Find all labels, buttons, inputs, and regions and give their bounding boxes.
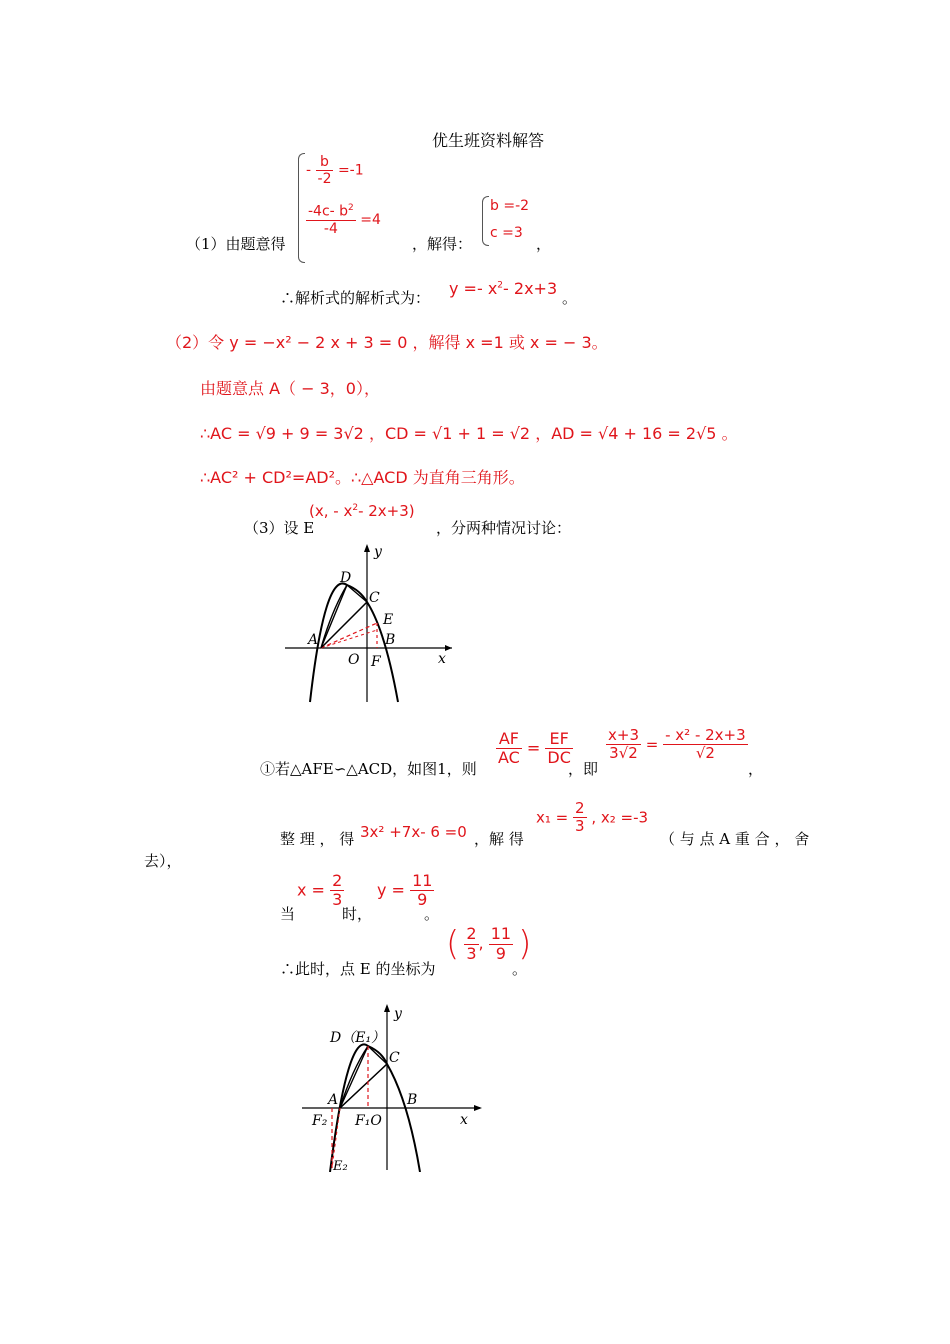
label-y: y: [394, 1006, 402, 1022]
solution-b: b =-2: [490, 198, 530, 214]
system-eq2: $\frac{-4c- b^2}{-4}$ =4: [308, 203, 381, 237]
conclusion-prefix: ∴解析式的解析式为：: [280, 289, 431, 307]
dang: 当: [280, 905, 296, 923]
point-e-coord: (x, - $x^2-$ 2x+3): [309, 502, 415, 520]
label-b: B: [385, 632, 396, 648]
period: 。: [562, 289, 578, 307]
part1-tail: ，: [536, 235, 552, 253]
x-axis-arrow: [474, 1105, 482, 1111]
figure-1: [280, 540, 460, 705]
ratio-x-equation: $\frac{x+3}{3√2}$ = $\frac{\text{- x² - 2x+3}}{√2}$: [608, 726, 746, 763]
label-c: C: [389, 1050, 400, 1066]
coincide-note: （ 与 点 A 重 合 ， 舍: [660, 830, 810, 848]
part2-line1: （2）令 y = −x² − 2 x + 3 = 0 ，解得 x =1 或 x = − 3。: [166, 333, 608, 352]
e-coordinate: ( $\frac{2}{3}$ , $\frac{11}{9}$ ): [446, 924, 532, 964]
label-e2: E₂: [333, 1159, 348, 1172]
simplify-prefix: 整 理 ， 得: [280, 830, 355, 848]
solve-text: ，解 得: [474, 830, 524, 848]
y-axis-arrow: [384, 1004, 390, 1012]
part3-suffix: ，分两种情况讨论：: [436, 519, 572, 537]
coord-prefix: ∴此时，点 E 的坐标为: [280, 960, 436, 978]
label-o: O: [348, 652, 360, 668]
x-axis-arrow: [445, 645, 452, 651]
label-f2: F₂: [312, 1113, 328, 1129]
part1-sep: ，解得：: [412, 235, 473, 253]
dot2: 。: [512, 960, 528, 978]
label-a: A: [308, 632, 319, 648]
ji: ，即: [568, 760, 599, 778]
label-y: y: [374, 544, 382, 560]
comma: ，: [748, 760, 764, 778]
label-c: C: [369, 590, 380, 606]
shi: 时，: [342, 905, 373, 923]
label-x: x: [438, 651, 446, 667]
part2-line3: ∴AC = √9 + 9 = 3√2 ，CD = √1 + 1 = √2 ，AD = √4 + 16 = 2√5 。: [200, 424, 738, 443]
system-eq1: - $\frac{b}{-2}$ =-1: [306, 154, 364, 188]
page-title: 优生班资料解答: [432, 131, 545, 150]
system-brace: [298, 153, 305, 263]
quadratic: 3x² +7x- 6 =0: [360, 823, 467, 841]
part1-prefix: （1）由题意得: [186, 235, 286, 253]
parabola-equation: $y =- x^2-$ 2x+3: [449, 279, 558, 298]
label-x: x: [460, 1112, 468, 1128]
part3-prefix: （3）设 E: [244, 519, 315, 537]
ratio-equation: $\frac{AF}{AC}$ = $\frac{EF}{DC}$: [498, 729, 571, 768]
label-b: B: [407, 1092, 418, 1108]
label-e: E: [383, 612, 394, 628]
label-d-e1: D（E₁）: [330, 1030, 386, 1046]
label-f: F: [371, 654, 381, 670]
qu-text: 去），: [144, 852, 182, 870]
roots: x₁ = $\frac{2}{3}$ , x₂ =-3: [536, 799, 649, 836]
y-axis-arrow: [364, 544, 370, 552]
label-a: A: [328, 1092, 339, 1108]
solution-brace: [482, 196, 489, 246]
figure-2: [300, 1000, 490, 1172]
part2-line4: ∴AC² + CD²=AD²。∴△ACD 为直角三角形。: [200, 468, 525, 487]
dot: 。: [424, 905, 440, 923]
solution-c: c =3: [490, 225, 523, 241]
label-f1-o: F₁O: [355, 1113, 382, 1129]
y-value: y = $\frac{11}{9}$: [377, 871, 433, 910]
case1-prefix: ①若△AFE∽△ACD，如图1，则: [260, 760, 477, 778]
x-value: x = $\frac{2}{3}$: [297, 871, 343, 910]
part2-line2: 由题意点 A（ − 3，0），: [200, 379, 380, 398]
label-d: D: [340, 570, 352, 586]
